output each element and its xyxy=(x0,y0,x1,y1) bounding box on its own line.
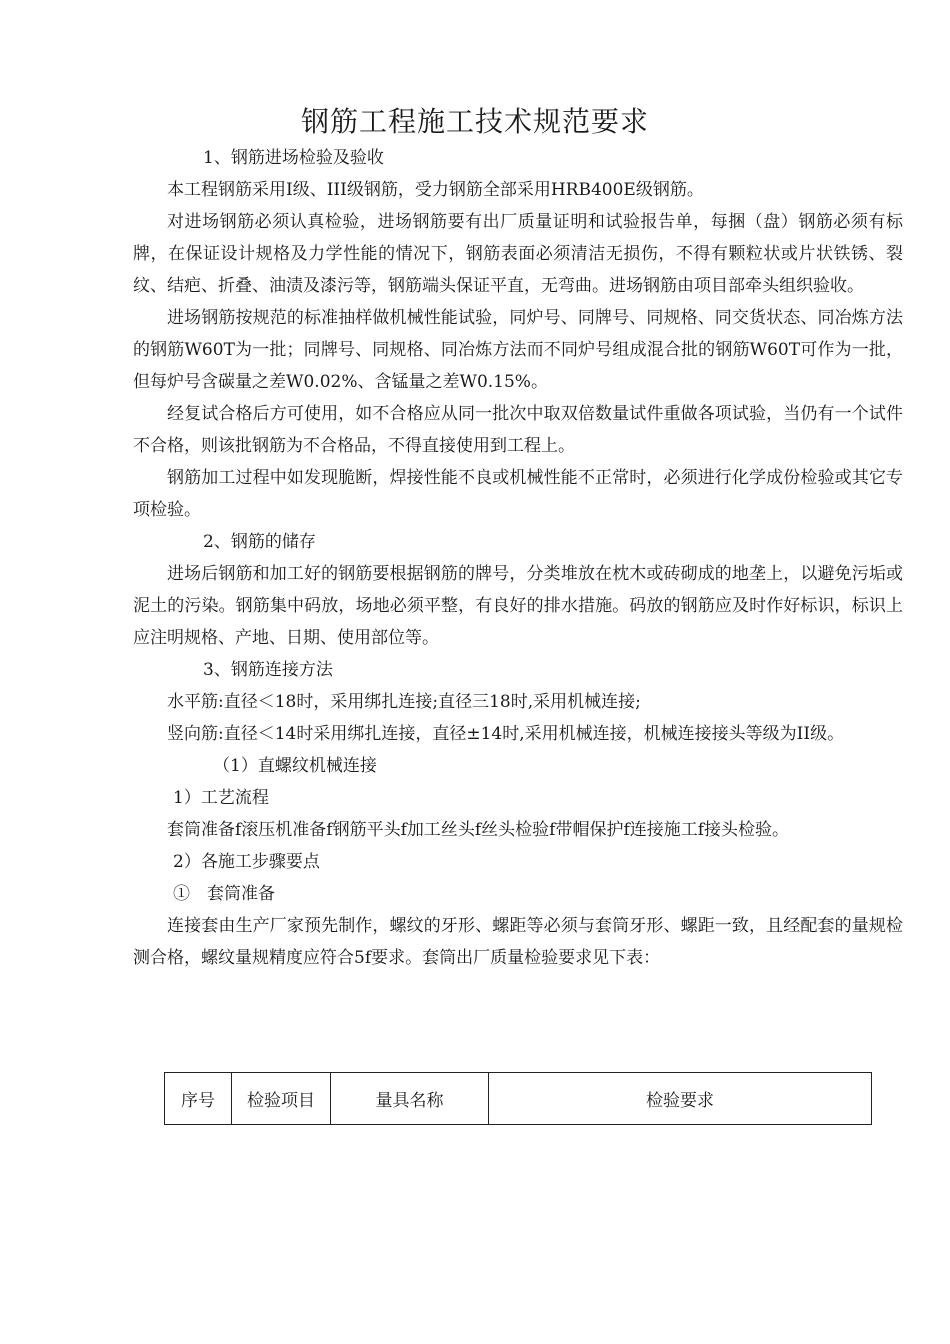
section-heading: （1）直螺纹机械连接 xyxy=(213,756,377,776)
section-heading: 1、钢筋进场检验及验收 xyxy=(203,148,384,168)
body-paragraph: 水平筋:直径＜18时，采用绑扎连接;直径三18时,采用机械连接; xyxy=(167,692,641,712)
table-header-gauge: 量具名称 xyxy=(331,1073,489,1125)
body-paragraph: 套筒准备f滚压机准备f钢筋平头f加工丝头f丝头检验f带帽保护f连接施工f接头检验。 xyxy=(167,820,790,840)
table-header-item: 检验项目 xyxy=(232,1073,331,1125)
body-paragraph: 进场钢筋按规范的标准抽样做机械性能试验，同炉号、同牌号、同规格、同交货状态、同冶炼方法的钢筋W60T为一批；同牌号、同规格、同冶炼方法而不同炉号组成混合批的钢筋W60T可作为一批，但每炉号含碳量之差W0.02%、含锰量之差W0.15%。 xyxy=(133,308,903,392)
body-paragraph: 本工程钢筋采用Ⅰ级、III级钢筋，受力钢筋全部采用HRB400E级钢筋。 xyxy=(167,180,704,200)
section-heading: 3、钢筋连接方法 xyxy=(203,660,333,680)
table-header-index: 序号 xyxy=(165,1073,232,1125)
document-body xyxy=(133,142,903,974)
body-paragraph: 连接套由生产厂家预先制作，螺纹的牙形、螺距等必须与套筒牙形、螺距一致，且经配套的量规检测合格，螺纹量规精度应符合5f要求。套筒出厂质量检验要求见下表： xyxy=(133,916,903,968)
body-paragraph: 对进场钢筋必须认真检验，进场钢筋要有出厂质量证明和试验报告单，每捆（盘）钢筋必须有标牌，在保证设计规格及力学性能的情况下，钢筋表面必须清洁无损伤，不得有颗粒状或片状铁锈、裂纹、结疤、折叠、油渍及漆污等，钢筋端头保证平直，无弯曲。进场钢筋由项目部牵头组织验收。 xyxy=(133,212,903,296)
document-title: 钢筋工程施工技术规范要求 xyxy=(300,105,649,138)
body-paragraph: 经复试合格后方可使用，如不合格应从同一批次中取双倍数量试件重做各项试验，当仍有一个试件不合格，则该批钢筋为不合格品，不得直接使用到工程上。 xyxy=(133,404,903,456)
section-heading: ① 套筒准备 xyxy=(173,884,275,904)
section-heading: 2）各施工步骤要点 xyxy=(173,852,320,872)
body-paragraph: 竖向筋:直径＜14时采用绑扎连接，直径±14时,采用机械连接，机械连接接头等级为ⅠⅠ级。 xyxy=(167,724,845,744)
inspection-table xyxy=(164,1072,872,1125)
body-paragraph: 进场后钢筋和加工好的钢筋要根据钢筋的牌号，分类堆放在枕木或砖砌成的地垄上，以避免污垢或泥土的污染。钢筋集中码放，场地必须平整，有良好的排水措施。码放的钢筋应及时作好标识，标识上应注明规格、产地、日期、使用部位等。 xyxy=(133,564,903,648)
body-paragraph: 钢筋加工过程中如发现脆断，焊接性能不良或机械性能不正常时，必须进行化学成份检验或其它专项检验。 xyxy=(133,468,903,520)
table-header-requirement: 检验要求 xyxy=(489,1073,872,1125)
section-heading: 2、钢筋的储存 xyxy=(203,532,316,552)
table-header-row xyxy=(165,1073,872,1125)
section-heading: 1）工艺流程 xyxy=(173,788,269,808)
